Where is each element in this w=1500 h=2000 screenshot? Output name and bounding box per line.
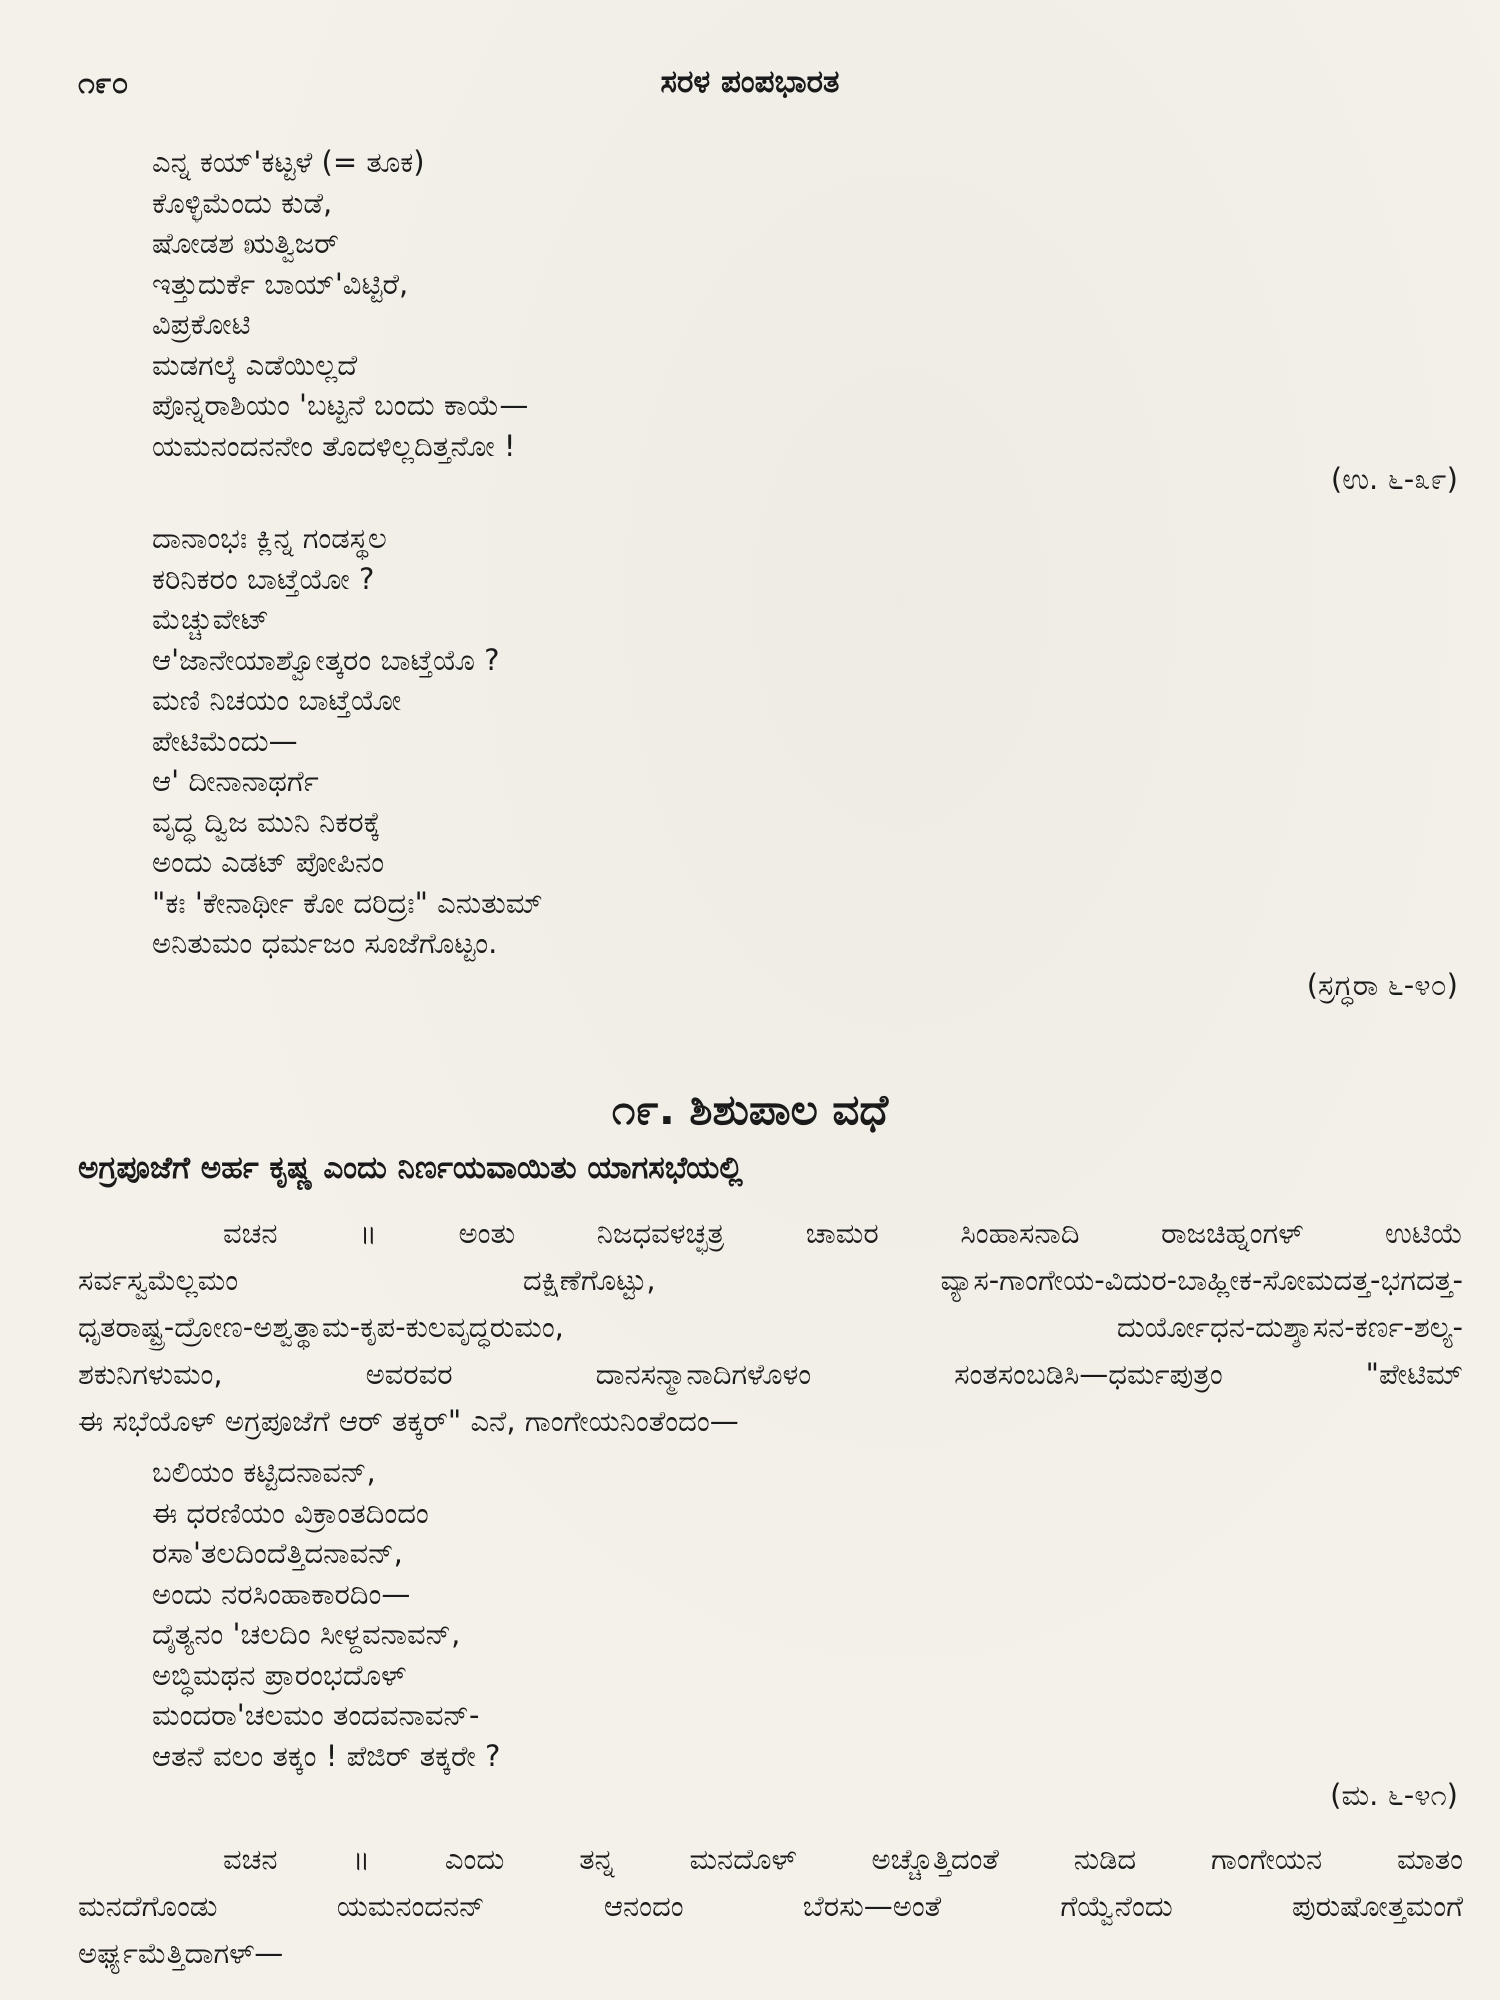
page-number: ೧೯೦ [78, 66, 129, 101]
verse-line: ಯಮನಂದನನೇಂ ತೊದಳಿಲ್ಲದಿತ್ತನೋ ! [152, 428, 516, 463]
verse-1 [152, 142, 528, 466]
verse-line: ಮಡಗಲ್ಕೆ ಎಡೆಯಿಲ್ಲದೆ [152, 347, 358, 382]
verse-line: ಬಲಿಯಂ ಕಟ್ಟಿದನಾವನ್, [152, 1455, 376, 1489]
verse-1-reference: (ಉ. ೬-೩೯) [1330, 462, 1458, 496]
chapter-title: ೧೯. ಶಿಶುಪಾಲ ವಧೆ [611, 1085, 889, 1134]
verse-line: ಅಂದು ಎಡಟ್ ಪೋಪಿನಂ [152, 845, 385, 879]
chapter-summary: ಅಗ್ರಪೂಜೆಗೆ ಅರ್ಹ ಕೃಷ್ಣ ಎಂದು ನಿರ್ಣಯವಾಯಿತು ಯಾಗಸಭೆಯಲ್ಲಿ [78, 1150, 743, 1186]
prose-line: ಅರ್ಘ್ಯಮೆತ್ತಿದಾಗಳ್— [78, 1936, 284, 1970]
verse-2-reference: (ಸ್ರಗ್ಧರಾ ೬-೪೦) [1306, 968, 1458, 1002]
running-title: ಸರಳ ಪಂಪಭಾರತ [660, 64, 840, 100]
verse-line: ಪೊನ್ನರಾಶಿಯಂ 'ಬಟ್ಟನೆ ಬಂದು ಕಾಯೆ— [152, 388, 529, 422]
verse-line: ಆತನೆ ವಲಂ ತಕ್ಕಂ ! ಪೆಜಿರ್ ತಕ್ಕರೇ ? [152, 1738, 501, 1773]
verse-line: ರಸಾ'ತಲದಿಂದೆತ್ತಿದನಾವನ್, [152, 1536, 403, 1570]
verse-line: ಮೆಚ್ಚುವೇಟ್ [152, 602, 270, 636]
prose-line: ವಚನ ॥ ಅಂತು ನಿಜಧವಳಚ್ಛತ್ರ ಚಾಮರ ಸಿಂಹಾಸನಾದಿ ರಾಜಚಿಹ್ನಂಗಳ್ ಉಟಿಯೆ [223, 1216, 1463, 1250]
verse-line: ಷೋಡಶ ಋತ್ವಿಜರ್ [152, 226, 339, 260]
verse-line: ಎನ್ನ ಕಯ್‌'ಕಟ್ಟಳೆ (= ತೂಕ) [152, 145, 425, 179]
verse-line: ಆ' ದೀನಾನಾಥರ್ಗೆ [152, 764, 319, 798]
verse-line: ಈ ಧರಣಿಯಂ ವಿಕ್ರಾಂತದಿಂದಂ [152, 1495, 429, 1530]
verse-line: ಅನಿತುಮಂ ಧರ್ಮಜಂ ಸೂಜೆಗೊಟ್ಟಂ. [152, 926, 498, 960]
verse-line: ಮಣಿ ನಿಚಯಂ ಬಾಟ್ತೆಯೋ [152, 683, 402, 717]
prose-line: ವಚನ ॥ ಎಂದು ತನ್ನ ಮನದೊಳ್ ಅಚ್ಚೊತ್ತಿದಂತೆ ನುಡಿದ ಗಾಂಗೇಯನ ಮಾತಂ [223, 1842, 1463, 1876]
verse-line: ಪೇಟಿಮೆಂದು— [152, 723, 298, 758]
verse-line: ವೃದ್ಧ ದ್ವಿಜ ಮುನಿ ನಿಕರಕ್ಕೆ [152, 804, 381, 839]
verse-line: "ಕಃ 'ಕೇನಾರ್ಥೀ ಕೋ ದರಿದ್ರಃ" ಎನುತುಮ್ [152, 885, 543, 920]
verse-line: ಅಂದು ನರಸಿಂಹಾಕಾರದಿಂ— [152, 1576, 411, 1611]
verse-line: ಆ'ಜಾನೇಯಾಶ್ವೋತ್ಕರಂ ಬಾಟ್ತೆಯೊ ? [152, 642, 500, 677]
verse-line: ಕೊಳ್ಳಿಮೆಂದು ಕುಡೆ, [152, 185, 333, 220]
page-header [70, 58, 1430, 108]
prose-line: ಈ ಸಭೆಯೊಳ್ ಅಗ್ರಪೂಜೆಗೆ ಆರ್ ತಕ್ಕರ್" ಎನೆ, ಗಾಂಗೇಯನಿಂತೆಂದಂ— [78, 1404, 739, 1438]
prose-paragraph-2 [78, 1836, 1463, 1977]
verse-2 [152, 518, 543, 964]
prose-line: ಮನದೆಗೊಂಡು ಯಮನಂದನನ್ ಆನಂದಂ ಬೆರಸು—ಅಂತೆ ಗೆಯ್ವೆನೆಂದು ಪುರುಷೋತ್ತಮಂಗೆ [78, 1889, 1463, 1923]
verse-line: ವಿಪ್ರಕೋಟಿ [152, 307, 251, 341]
verse-line: ಕರಿನಿಕರಂ ಬಾಟ್ತೆಯೋ ? [152, 561, 375, 596]
verse-line: ದಾನಾಂಭಃ ಕ್ಲಿನ್ನ ಗಂಡಸ್ಥಲ [152, 521, 387, 555]
verse-line: ಅಬ್ಧಿಮಥನ ಪ್ರಾರಂಭದೊಳ್ [152, 1657, 407, 1692]
verse-line: ಮಂದರಾ'ಚಲಮಂ ತಂದವನಾವನ್- [152, 1698, 480, 1732]
verse-3 [152, 1452, 500, 1776]
prose-line: ಧೃತರಾಷ್ಟ್ರ-ದ್ರೋಣ-ಅಶ್ವತ್ಥಾಮ-ಕೃಪ-ಕುಲವೃದ್ಧರುಮಂ, ದುರ್ಯೋಧನ-ದುಶ್ಶಾಸನ-ಕರ್ಣ-ಶಲ್ಯ- [78, 1310, 1463, 1344]
verse-line: ಇತ್ತುದುರ್ಕೆ ಬಾಯ್'ವಿಟ್ಟಿರೆ, [152, 266, 409, 301]
prose-line: ಶಕುನಿಗಳುಮಂ, ಅವರವರ ದಾನಸನ್ಮಾನಾದಿಗಳೊಳಂ ಸಂತಸಂಬಡಿಸಿ—ಧರ್ಮಪುತ್ರಂ "ಪೇಟಿಮ್ [78, 1357, 1463, 1391]
verse-3-reference: (ಮ. ೬-೪೧) [1330, 1778, 1458, 1812]
verse-line: ದೈತ್ಯನಂ 'ಚಲದಿಂ ಸೀಳ್ದವನಾವನ್, [152, 1617, 461, 1651]
prose-line: ಸರ್ವಸ್ವಮೆಲ್ಲಮಂ ದಕ್ಷಿಣೆಗೊಟ್ಟು, ವ್ಯಾಸ-ಗಾಂಗೇಯ-ವಿದುರ-ಬಾಹ್ಲೀಕ-ಸೋಮದತ್ತ-ಭಗದತ್ತ- [78, 1263, 1463, 1297]
prose-paragraph-1 [78, 1210, 1463, 1445]
